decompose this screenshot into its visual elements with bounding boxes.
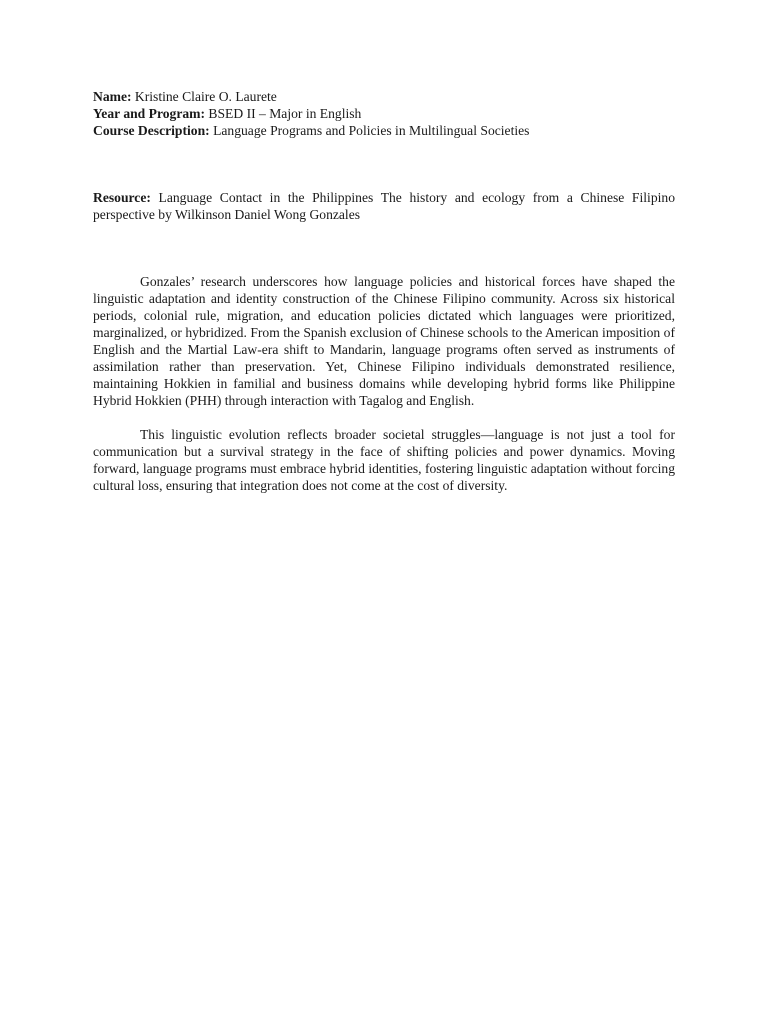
resource-label: Resource: <box>93 190 151 205</box>
program-line <box>93 105 675 122</box>
document-page <box>93 88 675 511</box>
course-line <box>93 122 675 139</box>
name-label: Name: <box>93 89 132 104</box>
paragraph-2: This linguistic evolution reflects broader societal struggles—language is not just a tool for communication but a survival strategy in the face of shifting policies and power dynamics. Moving forward, language programs must embrace hybrid identities, fostering linguistic adaptation without forcing cultural loss, ensuring that integration does not come at the cost of diversity. <box>93 427 675 493</box>
header-block <box>93 88 675 139</box>
course-value: Language Programs and Policies in Multilingual Societies <box>213 123 530 138</box>
resource-value: Language Contact in the Philippines The history and ecology from a Chinese Filipino perspective by Wilkinson Daniel Wong Gonzales <box>93 190 675 222</box>
resource-line <box>93 189 675 223</box>
course-label: Course Description: <box>93 123 210 138</box>
program-value: BSED II – Major in English <box>208 106 362 121</box>
name-value: Kristine Claire O. Laurete <box>134 89 277 104</box>
paragraph-1: Gonzales’ research underscores how language policies and historical forces have shaped the linguistic adaptation and identity construction of the Chinese Filipino community. Across six historical periods, colonial rule, migration, and education policies dictated which languages were prioritized, marginalized, or hybridized. From the Spanish exclusion of Chinese schools to the American imposition of English and the Martial Law-era shift to Mandarin, language programs often served as instruments of assimilation rather than preservation. Yet, Chinese Filipino individuals demonstrated resilience, maintaining Hokkien in familial and business domains while developing hybrid forms like Philippine Hybrid Hokkien (PHH) through interaction with Tagalog and English. <box>93 274 675 408</box>
name-line <box>93 88 675 105</box>
program-label: Year and Program: <box>93 106 206 121</box>
body-text <box>93 273 675 494</box>
